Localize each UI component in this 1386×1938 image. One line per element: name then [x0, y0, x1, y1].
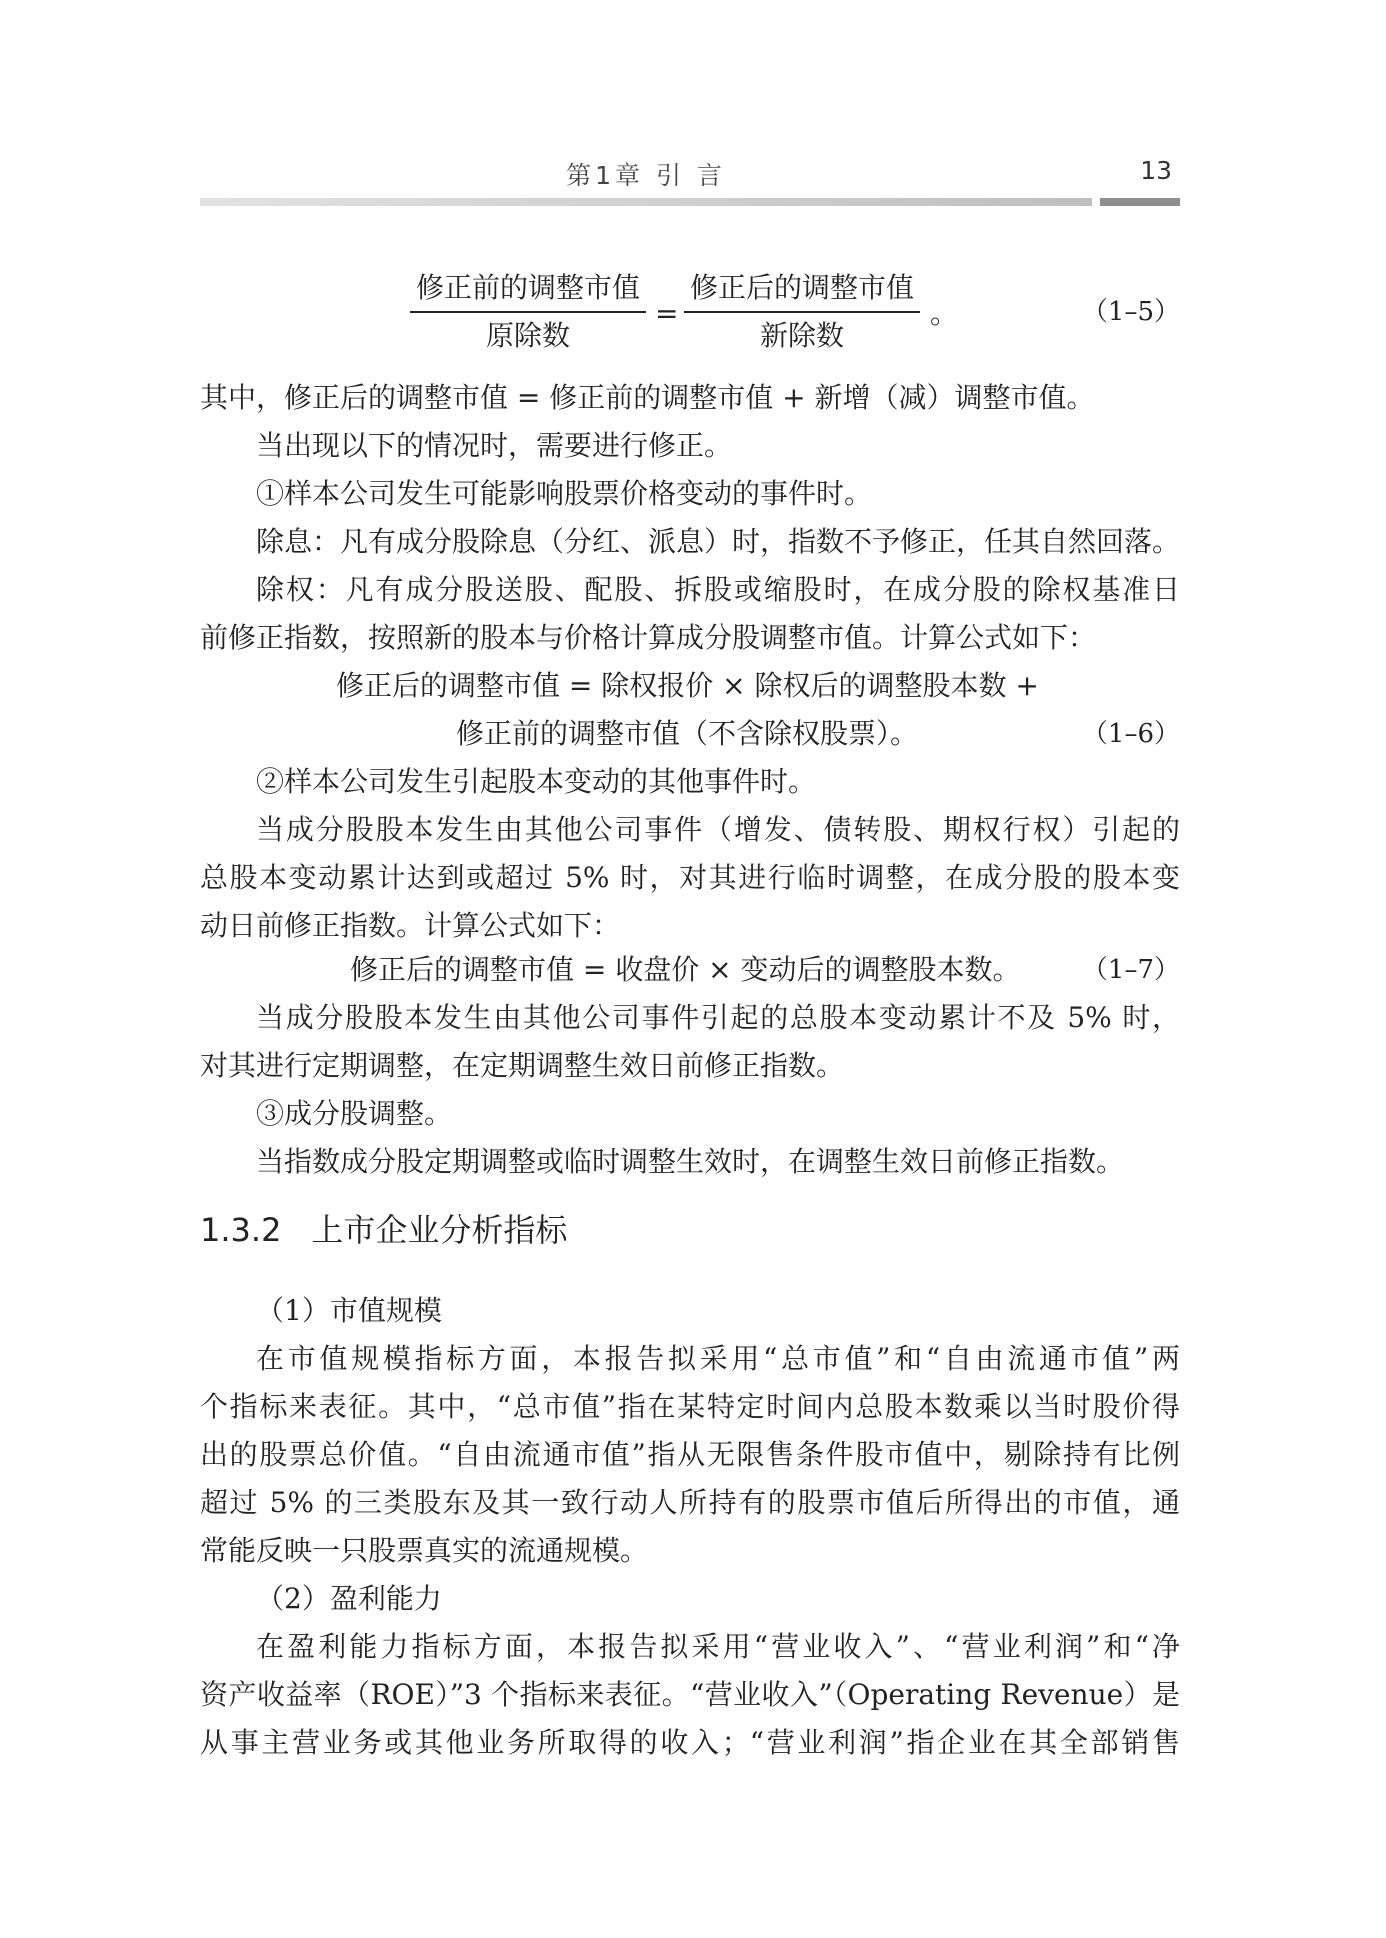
text-line: 从事主营业务或其他业务所取得的收入；“营业利润”指企业在其全部销售 — [200, 1726, 1180, 1759]
text-line: 资产收益率（ROE）”3 个指标来表征。“营业收入”（Operating Revenue）是 — [200, 1678, 1180, 1711]
text-line: 当出现以下的情况时，需要进行修正。 — [256, 429, 733, 462]
chapter-title: 第1章 引 言 — [566, 161, 726, 190]
body-text-2 — [200, 758, 1180, 950]
section-heading — [200, 1205, 567, 1255]
fraction-denominator: 新除数 — [760, 319, 845, 352]
equation-number: （1–7） — [1081, 955, 1180, 985]
text-line: 除权：凡有成分股送股、配股、拆股或缩股时，在成分股的除权基准日 — [256, 573, 1180, 606]
page-number: 13 — [1140, 156, 1172, 185]
text-line: 当成分股股本发生由其他公司事件（增发、债转股、期权行权）引起的 — [256, 813, 1180, 846]
text-line: 前修正指数，按照新的股本与价格计算成分股调整市值。计算公式如下： — [200, 621, 1097, 654]
formula-1-5 — [200, 268, 1180, 358]
equals-sign: = — [655, 297, 679, 330]
formula-text: 修正前的调整市值（不含除权股票）。 — [456, 717, 919, 750]
formula-text: 修正后的调整市值 = 除权报价 × 除权后的调整股本数 + — [336, 669, 1039, 702]
fraction-left — [410, 268, 646, 356]
fraction-bar — [410, 311, 646, 313]
page-header — [200, 156, 1180, 206]
text-line: 对其进行定期调整，在定期调整生效日前修正指数。 — [200, 1049, 845, 1082]
text-line: 个指标来表征。其中，“总市值”指在某特定时间内总股本数乘以当时股价得 — [200, 1390, 1180, 1423]
header-rule — [200, 198, 1092, 206]
text-line: 当成分股股本发生由其他公司事件引起的总股本变动累计不及 5% 时， — [256, 1001, 1180, 1034]
text-line: ③成分股调整。 — [256, 1097, 453, 1130]
section-number: 1.3.2 — [200, 1211, 282, 1249]
formula-line — [200, 662, 1180, 710]
text-line: 常能反映一只股票真实的流通规模。 — [200, 1534, 649, 1567]
text-line: 在盈利能力指标方面，本报告拟采用“营业收入”、“营业利润”和“净 — [256, 1630, 1180, 1663]
text-line: 总股本变动累计达到或超过 5% 时，对其进行临时调整，在成分股的股本变 — [200, 861, 1180, 894]
subheading: （2）盈利能力 — [256, 1582, 442, 1615]
fraction-denominator: 原除数 — [486, 319, 571, 352]
text-line: 在市值规模指标方面，本报告拟采用“总市值”和“自由流通市值”两 — [256, 1342, 1180, 1375]
equation-number: （1–6） — [1081, 719, 1180, 749]
formula-line — [200, 946, 1180, 994]
fraction-numerator: 修正前的调整市值 — [416, 271, 641, 304]
subheading: （1）市值规模 — [256, 1294, 442, 1327]
equation-number: （1–5） — [1081, 297, 1180, 327]
formula-period: 。 — [930, 297, 959, 330]
body-text-4 — [200, 1287, 1180, 1767]
formula-1-6 — [200, 662, 1180, 758]
formula-line — [200, 710, 1180, 758]
text-line: 当指数成分股定期调整或临时调整生效时，在调整生效日前修正指数。 — [256, 1145, 1125, 1178]
formula-1-7 — [200, 946, 1180, 994]
section-title: 上市企业分析指标 — [311, 1211, 568, 1249]
text-line: ①样本公司发生可能影响股票价格变动的事件时。 — [256, 477, 873, 510]
fraction-right — [684, 268, 920, 356]
text-line: ②样本公司发生引起股本变动的其他事件时。 — [256, 765, 817, 798]
text-line: 动日前修正指数。计算公式如下： — [200, 909, 621, 942]
text-line: 除息：凡有成分股除息（分红、派息）时，指数不予修正，任其自然回落。 — [256, 525, 1181, 558]
formula-text: 修正后的调整市值 = 收盘价 × 变动后的调整股本数。 — [350, 953, 1021, 986]
fraction-bar — [684, 311, 920, 313]
body-text-3 — [200, 994, 1180, 1186]
text-line: 超过 5% 的三类股东及其一致行动人所持有的股票市值后所得出的市值，通 — [200, 1486, 1180, 1519]
header-rule-accent — [1100, 198, 1180, 206]
text-line: 其中，修正后的调整市值 = 修正前的调整市值 + 新增（减）调整市值。 — [200, 381, 1095, 414]
body-text-1 — [200, 374, 1180, 664]
fraction-numerator: 修正后的调整市值 — [690, 271, 915, 304]
text-line: 出的股票总价值。“自由流通市值”指从无限售条件股市值中，剔除持有比例 — [200, 1438, 1180, 1471]
